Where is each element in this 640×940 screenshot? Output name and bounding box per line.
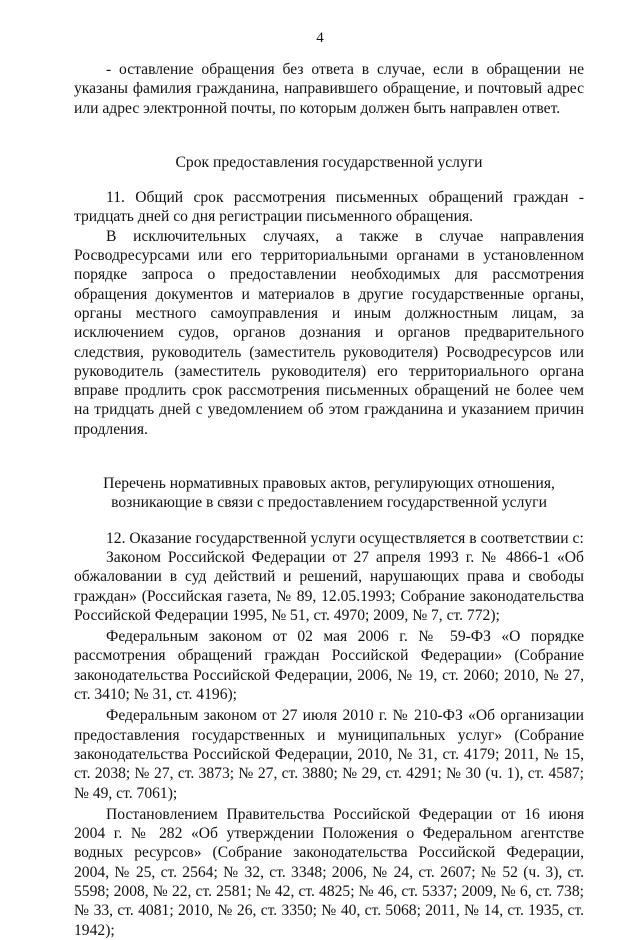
section-heading-legal-acts-line2: возникающие в связи с предоставлением государственной услуги — [111, 494, 547, 512]
paragraph-decree-282: Постановлением Правительства Российской Федерации от 16 июня 2004 г. № 282 «Об утверждении Положения о Федеральном агентстве водных ресурсов» (Собрание законодательства Российской Федерации, 2004, № 25, ст. 2564; № 32, ст. 3348; 2006, № 24, ст. 2607; № 52 (ч. 3), ст. 5598; 2008, № 22, ст. 2581; № 42, ст. 4825; № 46, ст. 5337; 2009, № 6, ст. 738; № 33, ст. 4081; 2010, № 26, ст. 3350; № 40, ст. 5068; 2011, № 14, ст. 1935, ст. 1942); — [74, 805, 584, 939]
paragraph-law-59-fz: Федеральным законом от 02 мая 2006 г. № 59-ФЗ «О порядке рассмотрения обращений граждан Российской Федерации» (Собрание законодательства Российской Федерации, 2006, № 19, ст. 2060; 2010, № 27, ст. 3410; № 31, ст. 4196); — [74, 628, 584, 704]
paragraph-11-general-term: 11. Общий срок рассмотрения письменных обращений граждан - тридцать дней со дня регистрации письменного обращения. — [74, 189, 584, 226]
paragraph-law-4866-1: Законом Российской Федерации от 27 апреля 1993 г. № 4866-1 «Об обжаловании в суд действий и решений, нарушающих права и свободы граждан» (Российская газета, № 89, 12.05.1993; Собрание законодательства Российской Федерации 1995, № 51, ст. 4970; 2009, № 7, ст. 772); — [74, 548, 584, 624]
paragraph-12-provision-basis: 12. Оказание государственной услуги осуществляется в соответствии с: — [106, 529, 584, 547]
paragraph-leaving-without-answer: - оставление обращения без ответа в случае, если в обращении не указаны фамилия гражданина, направившего обращение, и почтовый адрес или адрес электронной почты, по которым должен быть направлен ответ. — [74, 61, 584, 117]
paragraph-law-210-fz: Федеральным законом от 27 июля 2010 г. № 210-ФЗ «Об организации предоставления государственных и муниципальных услуг» (Собрание законодательства Российской Федерации, 2010, № 31, ст. 4179; 2011, № 15, ст. 2038; № 27, ст. 3873; № 27, ст. 3880; № 29, ст. 4291; № 30 (ч. 1), ст. 4587; № 49, ст. 7061); — [74, 707, 584, 802]
section-heading-legal-acts — [74, 474, 584, 513]
document-body — [74, 60, 584, 940]
paragraph-exceptional-cases: В исключительных случаях, а также в случае направления Росводресурсами или его территориальными органами в установленном порядке запроса о предоставлении необходимых для рассмотрения обращения документов и материалов в другие государственные органы, органы местного самоуправления и иным должностным лицам, за исключением судов, органов дознания и органов предварительного следствия, руководитель (заместитель руководителя) Росводресурсов или руководитель (заместитель руководителя) его территориального органа вправе продлить срок рассмотрения письменных обращений не более чем на тридцать дней с уведомлением об этом гражданина и указанием причин продления. — [74, 227, 584, 438]
page-number: 4 — [316, 30, 324, 46]
section-heading-legal-acts-line1: Перечень нормативных правовых актов, регулирующих отношения, — [103, 475, 555, 493]
section-heading-service-term: Срок предоставления государственной услуги — [175, 153, 483, 171]
